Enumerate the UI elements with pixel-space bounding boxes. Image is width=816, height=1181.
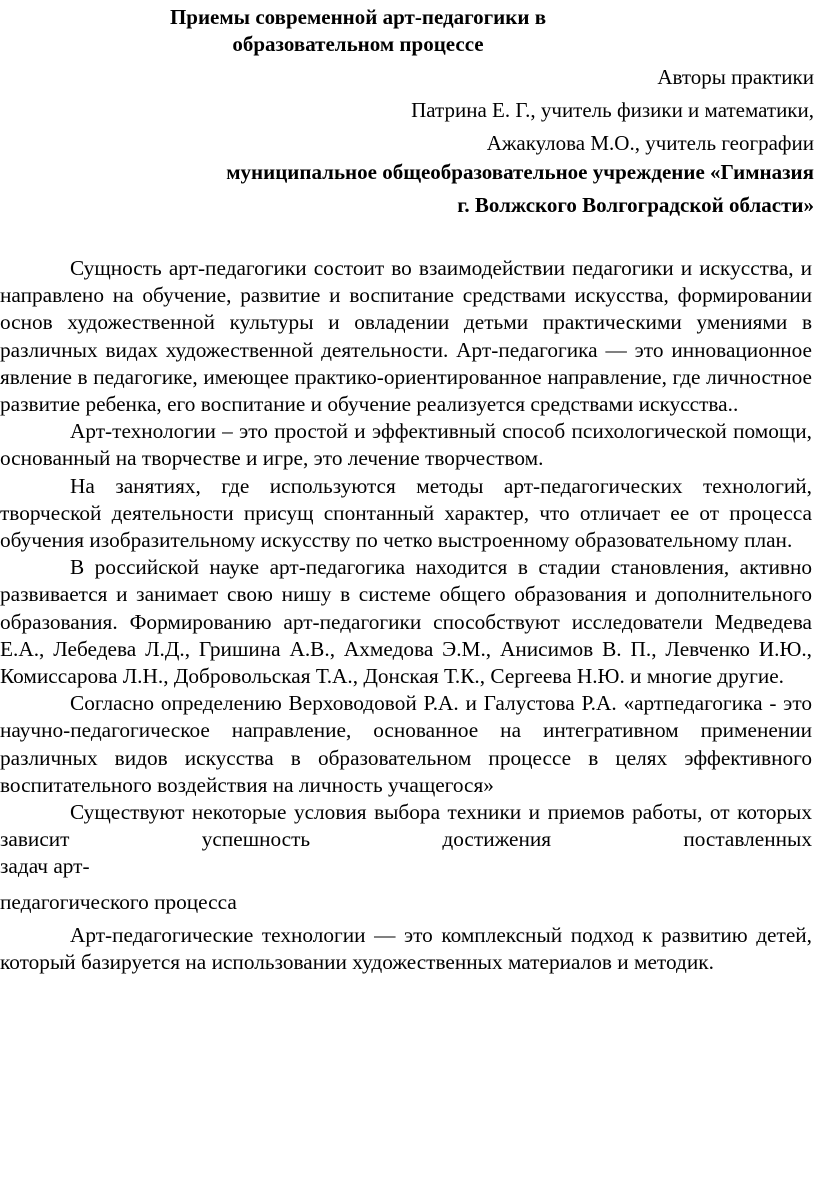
author-2: Ажакулова М.О., учитель географии xyxy=(486,131,814,155)
doc-title-line-2: образовательном процессе xyxy=(232,32,484,56)
authors-label: Авторы практики xyxy=(657,65,814,89)
paragraph-2: Арт-технологии – это простой и эффективный способ психологической помощи, основанный на творчестве и игре, это лечение творчеством. xyxy=(0,419,812,471)
doc-title-line-1: Приемы современной арт-педагогики в xyxy=(169,5,547,29)
paragraph-6: Существуют некоторые условия выбора техники и приемов работы, от которых зависит успешность достижения поставленных xyxy=(0,800,812,852)
document-body xyxy=(0,255,812,976)
paragraph-6-cont-2: педагогического процесса xyxy=(0,889,237,914)
paragraph-7: Арт-педагогические технологии — это комплексный подход к развитию детей, который базируется на использовании художественных материалов и методик. xyxy=(0,922,812,975)
organization-line-1: муниципальное общеобразовательное учреждение «Гимназия xyxy=(226,160,814,184)
paragraph-3: На занятиях, где используются методы арт-педагогических технологий, творческой деятельности присущ спонтанный характер, что отличает ее от процесса обучения изобразительному искусству по четко выстроенному образовательному план. xyxy=(0,473,812,553)
author-1: Патрина Е. Г., учитель физики и математики, xyxy=(411,98,814,122)
paragraph-1: Сущность арт-педагогики состоит во взаимодействии педагогики и искусства, и направлено на обучение, развитие и воспитание средствами искусства, формировании основ художественной культуры и овладении детьми практическими умениями в различных видах художественной деятельности. Арт-педагогика — это инновационное явление в педагогике, имеющее практико-ориентированное направление, где личностное развитие ребенка, его воспитание и обучение реализуется средствами искусства.. xyxy=(0,256,812,417)
organization-line-2: г. Волжского Волгоградской области» xyxy=(457,193,814,217)
paragraph-6-cont-1: задач арт- xyxy=(0,854,90,879)
paragraph-4: В российской науке арт-педагогика находится в стадии становления, активно развивается и занимает свою нишу в системе общего образования и дополнительного образования. Формированию арт-педагогики способствуют исследователи Медведева Е.А., Лебедева Л.Д., Гришина А.В., Ахмедова Э.М., Анисимов В. П., Левченко И.Ю., Комиссарова Л.Н., Добровольская Т.А., Донская Т.К., Сергеева Н.Ю. и многие другие. xyxy=(0,555,812,689)
paragraph-5: Согласно определению Верховодовой Р.А. и Галустова Р.А. «артпедагогика - это научно-педагогическое направление, основанное на интегративном применении различных видов искусства в образовательном процессе в целях эффективного воспитательного воздействия на личность учащегося» xyxy=(0,691,812,797)
